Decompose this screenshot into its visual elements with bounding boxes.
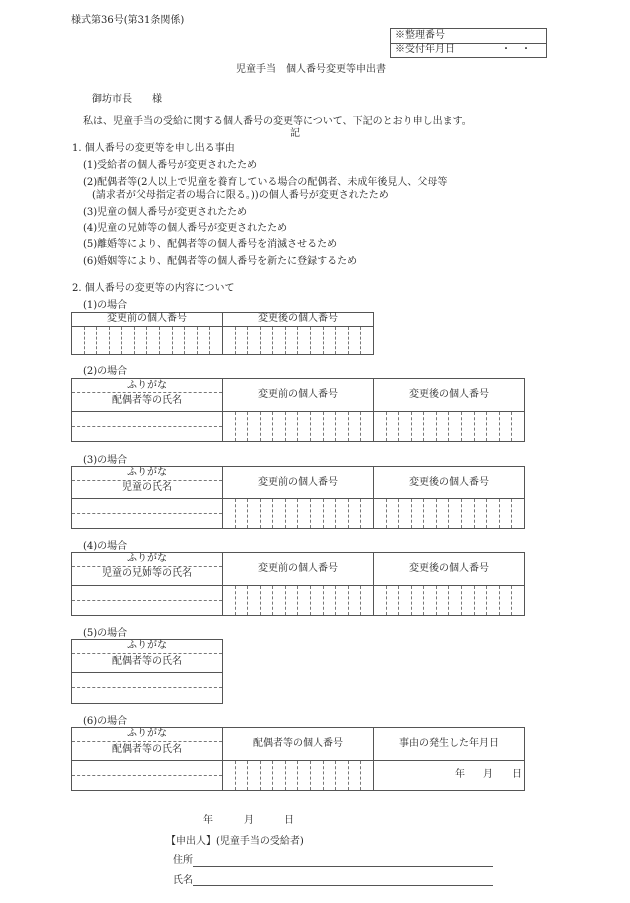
digit-cell[interactable] <box>223 412 236 441</box>
case3-after-number-input[interactable] <box>374 499 524 528</box>
case6-furigana-header: ふりがな <box>127 728 167 739</box>
addressee: 御坊市長 様 <box>92 94 162 105</box>
digit-cell[interactable] <box>512 499 524 528</box>
section1-heading: 1. 個人番号の変更等を申し出る事由 <box>72 143 235 154</box>
digit-cell[interactable] <box>261 327 274 354</box>
digit-cell[interactable] <box>336 327 349 354</box>
digit-cell[interactable] <box>324 499 337 528</box>
case4-furigana-input[interactable] <box>72 586 222 600</box>
office-use-box <box>390 28 547 58</box>
case4-table <box>71 552 525 616</box>
footer-date-year: 年 <box>203 815 213 826</box>
name-label: 氏名 <box>173 875 193 886</box>
digit-cell[interactable] <box>110 327 123 354</box>
case2-before-number-input[interactable] <box>223 412 373 441</box>
applicant-label: 【申出人】(児童手当の受給者) <box>166 836 304 847</box>
case3-name-header: 児童の氏名 <box>122 482 172 493</box>
case2-furigana-input[interactable] <box>72 412 222 426</box>
case6-date-header: 事由の発生した年月日 <box>399 738 499 749</box>
case2-after-header: 変更後の個人番号 <box>409 389 489 400</box>
case6-date-day: 日 <box>512 769 522 780</box>
digit-cell[interactable] <box>147 327 160 354</box>
digit-cell[interactable] <box>462 412 475 441</box>
digit-cell[interactable] <box>412 412 425 441</box>
reason-1: (1)受給者の個人番号が変更されたため <box>83 160 258 171</box>
digit-cell[interactable] <box>487 412 500 441</box>
case2-name-input[interactable] <box>72 427 222 441</box>
case3-table <box>71 466 525 529</box>
case3-name-input[interactable] <box>72 514 222 528</box>
digit-cell[interactable] <box>223 761 236 790</box>
digit-cell[interactable] <box>122 327 135 354</box>
digit-cell[interactable] <box>311 499 324 528</box>
case6-date-input[interactable] <box>374 761 524 790</box>
digit-cell[interactable] <box>475 412 488 441</box>
digit-cell[interactable] <box>437 412 450 441</box>
case4-before-header: 変更前の個人番号 <box>258 563 338 574</box>
case4-name-header: 児童の兄姉等の氏名 <box>102 568 192 579</box>
digit-cell[interactable] <box>223 327 236 354</box>
case6-table <box>71 727 525 791</box>
digit-cell[interactable] <box>336 761 349 790</box>
office-reference-number-label: ※整理番号 <box>395 30 445 41</box>
case2-label: (2)の場合 <box>83 366 128 377</box>
digit-cell[interactable] <box>236 499 249 528</box>
name-input[interactable] <box>193 885 493 886</box>
digit-cell[interactable] <box>97 327 110 354</box>
reason-2: (2)配偶者等(2人以上で児童を養育している場合の配偶者、未成年後見人、父母等 <box>83 177 448 188</box>
case2-furigana-header: ふりがな <box>127 380 167 391</box>
digit-cell[interactable] <box>387 499 400 528</box>
digit-cell[interactable] <box>236 761 249 790</box>
digit-cell[interactable] <box>412 499 425 528</box>
reason-3: (3)児童の個人番号が変更されたため <box>83 207 248 218</box>
case3-before-header: 変更前の個人番号 <box>258 477 338 488</box>
digit-cell[interactable] <box>387 586 400 615</box>
office-received-date-dots: ・ ・ <box>501 44 531 55</box>
digit-cell[interactable] <box>462 499 475 528</box>
digit-cell[interactable] <box>449 412 462 441</box>
digit-cell[interactable] <box>399 499 412 528</box>
digit-cell[interactable] <box>298 761 311 790</box>
digit-cell[interactable] <box>135 327 148 354</box>
digit-cell[interactable] <box>349 412 362 441</box>
digit-cell[interactable] <box>286 761 299 790</box>
case2-before-header: 変更前の個人番号 <box>258 389 338 400</box>
digit-cell[interactable] <box>437 586 450 615</box>
digit-cell[interactable] <box>286 586 299 615</box>
digit-cell[interactable] <box>273 412 286 441</box>
digit-cell[interactable] <box>298 327 311 354</box>
digit-cell[interactable] <box>374 499 387 528</box>
digit-cell[interactable] <box>512 586 524 615</box>
digit-cell[interactable] <box>399 586 412 615</box>
digit-cell[interactable] <box>210 327 222 354</box>
digit-cell[interactable] <box>248 327 261 354</box>
digit-cell[interactable] <box>311 761 324 790</box>
footer-date-month: 月 <box>244 815 254 826</box>
case6-name-header: 配偶者等の氏名 <box>112 744 182 755</box>
digit-cell[interactable] <box>424 412 437 441</box>
digit-cell[interactable] <box>500 586 513 615</box>
case1-before-header: 変更前の個人番号 <box>107 313 187 324</box>
case1-after-header: 変更後の個人番号 <box>258 313 338 324</box>
case6-date-month: 月 <box>483 769 493 780</box>
case4-label: (4)の場合 <box>83 541 128 552</box>
digit-cell[interactable] <box>273 327 286 354</box>
digit-cell[interactable] <box>324 761 337 790</box>
ki-label: 記 <box>290 128 300 139</box>
digit-cell[interactable] <box>261 586 274 615</box>
digit-cell[interactable] <box>424 499 437 528</box>
address-label: 住所 <box>173 855 193 866</box>
digit-cell[interactable] <box>85 327 98 354</box>
digit-cell[interactable] <box>185 327 198 354</box>
digit-cell[interactable] <box>361 499 373 528</box>
digit-cell[interactable] <box>273 499 286 528</box>
case4-after-number-input[interactable] <box>374 586 524 615</box>
footer-date-day: 日 <box>284 815 294 826</box>
digit-cell[interactable] <box>512 412 524 441</box>
divider <box>72 741 222 742</box>
digit-cell[interactable] <box>311 327 324 354</box>
digit-cell[interactable] <box>437 499 450 528</box>
case4-after-header: 変更後の個人番号 <box>409 563 489 574</box>
case5-label: (5)の場合 <box>83 628 128 639</box>
digit-cell[interactable] <box>449 499 462 528</box>
digit-cell[interactable] <box>223 586 236 615</box>
case1-before-number-input[interactable] <box>72 327 222 354</box>
digit-cell[interactable] <box>387 412 400 441</box>
digit-cell[interactable] <box>374 412 387 441</box>
digit-cell[interactable] <box>236 327 249 354</box>
digit-cell[interactable] <box>475 586 488 615</box>
digit-cell[interactable] <box>273 586 286 615</box>
document-title: 児童手当 個人番号変更等申出書 <box>236 64 386 75</box>
digit-cell[interactable] <box>311 586 324 615</box>
digit-cell[interactable] <box>248 412 261 441</box>
digit-cell[interactable] <box>399 412 412 441</box>
digit-cell[interactable] <box>311 412 324 441</box>
reason-6: (6)婚姻等により、配偶者等の個人番号を新たに登録するため <box>83 256 358 267</box>
digit-cell[interactable] <box>286 412 299 441</box>
digit-cell[interactable] <box>273 761 286 790</box>
digit-cell[interactable] <box>198 327 211 354</box>
form-number: 様式第36号(第31条関係) <box>71 15 185 26</box>
divider <box>72 653 222 654</box>
case6-number-input[interactable] <box>223 761 373 790</box>
case6-date-year: 年 <box>455 769 465 780</box>
digit-cell[interactable] <box>424 586 437 615</box>
digit-cell[interactable] <box>500 499 513 528</box>
case1-after-number-input[interactable] <box>223 327 373 354</box>
case5-name-input[interactable] <box>72 688 222 703</box>
digit-cell[interactable] <box>324 412 337 441</box>
digit-cell[interactable] <box>336 412 349 441</box>
digit-cell[interactable] <box>361 412 373 441</box>
case1-table <box>71 312 374 355</box>
digit-cell[interactable] <box>361 761 373 790</box>
case3-after-header: 変更後の個人番号 <box>409 477 489 488</box>
digit-cell[interactable] <box>160 327 173 354</box>
case2-table <box>71 378 525 442</box>
case1-label: (1)の場合 <box>83 300 128 311</box>
case6-name-input[interactable] <box>72 776 222 790</box>
digit-cell[interactable] <box>261 761 274 790</box>
case3-furigana-header: ふりがな <box>127 467 167 478</box>
digit-cell[interactable] <box>349 499 362 528</box>
reason-2-cont: (請求者が父母指定者の場合に限る。))の個人番号が変更されたため <box>92 190 389 201</box>
digit-cell[interactable] <box>261 499 274 528</box>
digit-cell[interactable] <box>298 499 311 528</box>
digit-cell[interactable] <box>336 499 349 528</box>
digit-cell[interactable] <box>223 499 236 528</box>
address-input[interactable] <box>193 866 493 867</box>
digit-cell[interactable] <box>286 499 299 528</box>
digit-cell[interactable] <box>462 586 475 615</box>
digit-cell[interactable] <box>261 412 274 441</box>
digit-cell[interactable] <box>487 586 500 615</box>
digit-cell[interactable] <box>236 412 249 441</box>
divider <box>72 566 222 567</box>
reason-4: (4)児童の兄姉等の個人番号が変更されたため <box>83 223 288 234</box>
digit-cell[interactable] <box>72 327 85 354</box>
digit-cell[interactable] <box>449 586 462 615</box>
digit-cell[interactable] <box>487 499 500 528</box>
digit-cell[interactable] <box>349 761 362 790</box>
digit-cell[interactable] <box>248 761 261 790</box>
case6-number-header: 配偶者等の個人番号 <box>253 738 343 749</box>
case3-furigana-input[interactable] <box>72 499 222 513</box>
case3-before-number-input[interactable] <box>223 499 373 528</box>
digit-cell[interactable] <box>298 586 311 615</box>
case6-label: (6)の場合 <box>83 716 128 727</box>
intro-text: 私は、児童手当の受給に関する個人番号の変更等について、下記のとおり申し出ます。 <box>83 116 472 127</box>
case3-label: (3)の場合 <box>83 455 128 466</box>
divider <box>72 480 222 481</box>
digit-cell[interactable] <box>349 586 362 615</box>
digit-cell[interactable] <box>412 586 425 615</box>
digit-cell[interactable] <box>374 586 387 615</box>
case2-name-header: 配偶者等の氏名 <box>112 395 182 406</box>
case2-after-number-input[interactable] <box>374 412 524 441</box>
case5-name-header: 配偶者等の氏名 <box>112 656 182 667</box>
digit-cell[interactable] <box>336 586 349 615</box>
digit-cell[interactable] <box>298 412 311 441</box>
case5-furigana-header: ふりがな <box>127 640 167 651</box>
case4-furigana-header: ふりがな <box>127 553 167 564</box>
case6-furigana-input[interactable] <box>72 761 222 775</box>
section2-heading: 2. 個人番号の変更等の内容について <box>72 283 235 294</box>
digit-cell[interactable] <box>361 327 373 354</box>
case4-before-number-input[interactable] <box>223 586 373 615</box>
digit-cell[interactable] <box>286 327 299 354</box>
digit-cell[interactable] <box>361 586 373 615</box>
case5-table <box>71 639 223 704</box>
digit-cell[interactable] <box>248 586 261 615</box>
digit-cell[interactable] <box>173 327 186 354</box>
digit-cell[interactable] <box>248 499 261 528</box>
digit-cell[interactable] <box>475 499 488 528</box>
office-received-date-label: ※受付年月日 <box>395 44 455 55</box>
divider <box>72 392 222 393</box>
case4-name-input[interactable] <box>72 601 222 615</box>
case5-furigana-input[interactable] <box>72 673 222 687</box>
digit-cell[interactable] <box>236 586 249 615</box>
digit-cell[interactable] <box>324 327 337 354</box>
digit-cell[interactable] <box>324 586 337 615</box>
digit-cell[interactable] <box>500 412 513 441</box>
reason-5: (5)離婚等により、配偶者等の個人番号を消滅させるため <box>83 239 338 250</box>
digit-cell[interactable] <box>349 327 362 354</box>
